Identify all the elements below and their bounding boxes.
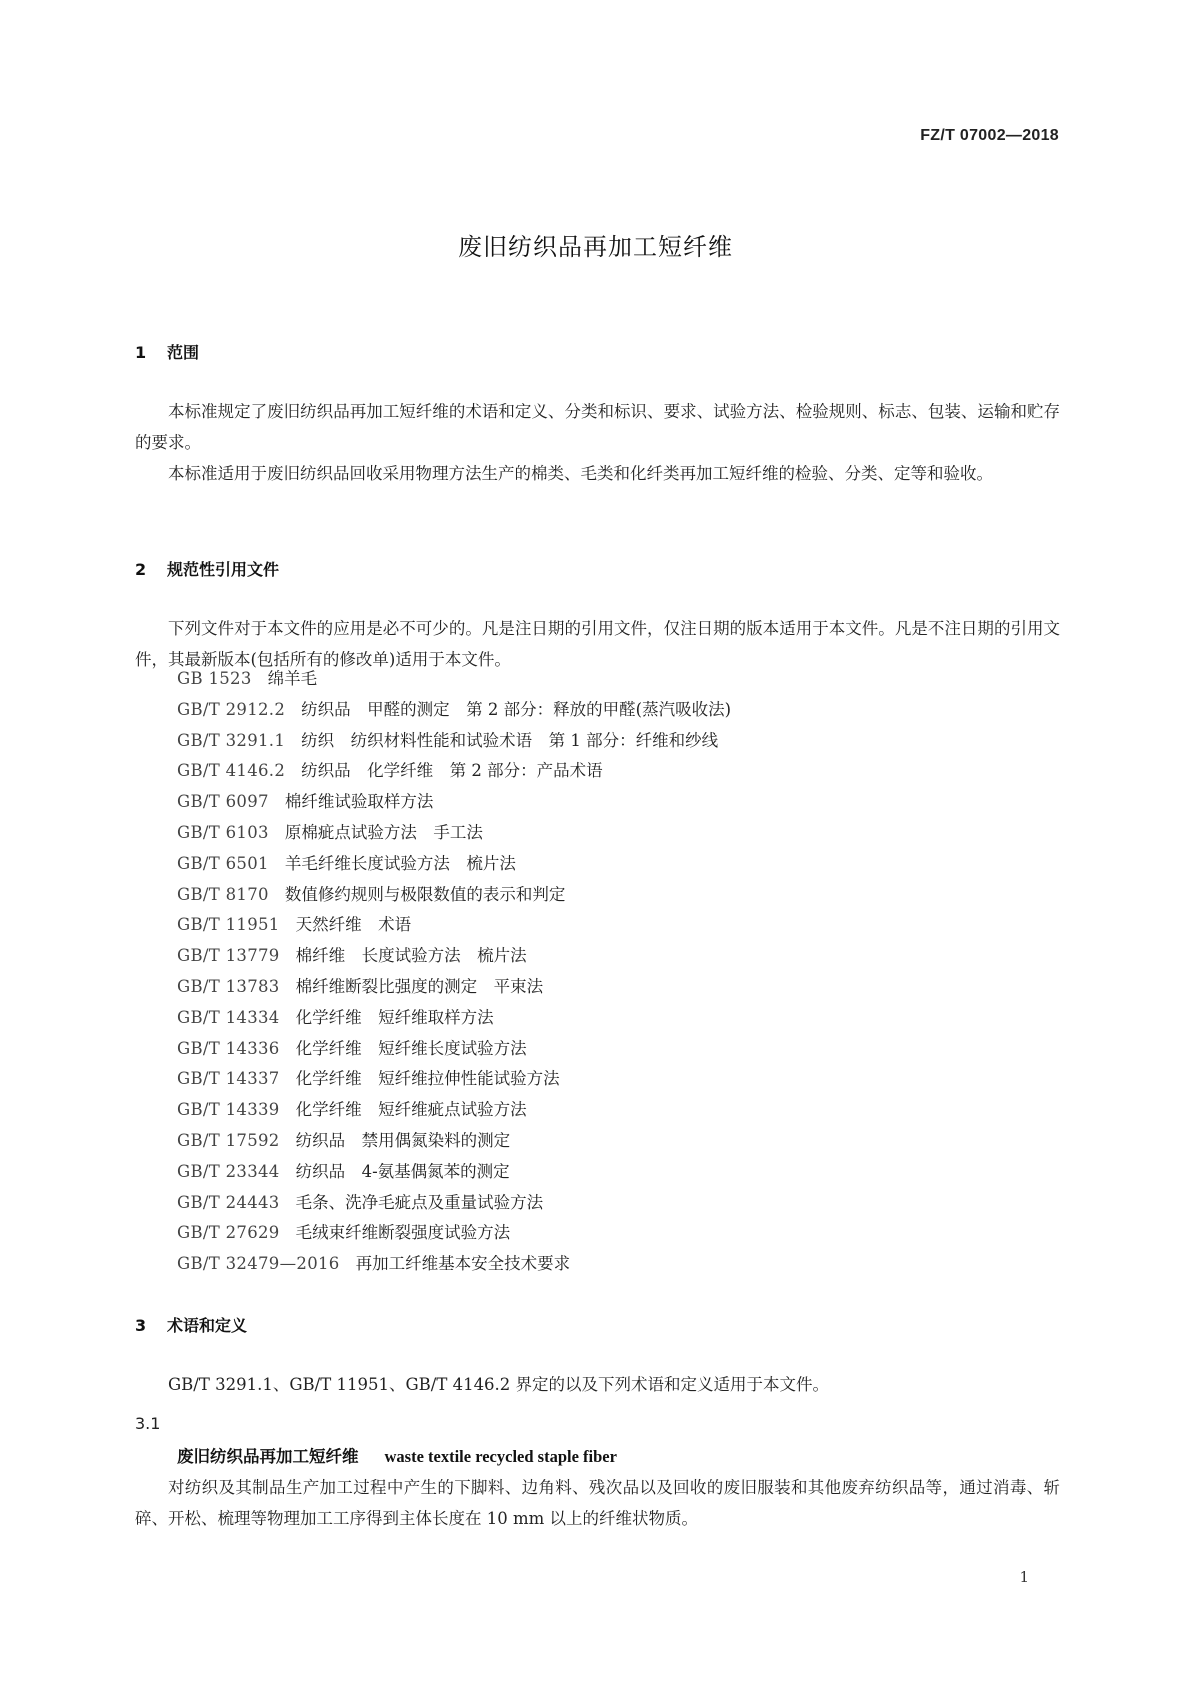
reference-title: 绵羊毛 [267,669,318,688]
section-heading-terms-and-definitions [135,1313,247,1336]
reference-title: 纺织品 化学纤维 第 2 部分：产品术语 [301,761,603,781]
reference-title: 化学纤维 短纤维拉伸性能试验方法 [295,1069,560,1089]
term-english: waste textile recycled staple fiber [384,1447,617,1466]
list-item [177,849,731,880]
list-item [177,1218,731,1249]
reference-title: 纺织品 甲醛的测定 第 2 部分：释放的甲醛(蒸汽吸收法) [301,699,732,719]
list-item [177,818,731,849]
section-number: 2 [135,560,147,579]
section-title: 范围 [167,343,200,362]
reference-title: 纺织品 禁用偶氮染料的测定 [295,1130,511,1150]
references-intro: 下列文件对于本文件的应用是必不可少的。凡是注日期的引用文件，仅注日期的版本适用于本文件。凡是不注日期的引用文件，其最新版本(包括所有的修改单)适用于本文件。 [135,619,1060,669]
list-item [177,1034,731,1065]
document-title: 废旧纺织品再加工短纤维 [458,233,733,261]
reference-code: GB/T 32479—2016 [177,1254,340,1274]
term-entry [177,1443,617,1467]
reference-title: 天然纤维 术语 [295,915,412,935]
clause-number: 3.1 [135,1414,161,1433]
list-item [177,695,731,726]
reference-code: GB/T 14339 [177,1100,280,1120]
reference-title: 棉纤维断裂比强度的测定 平束法 [295,976,544,996]
section-number: 3 [135,1316,147,1335]
list-item [177,1188,731,1219]
section-number: 1 [135,343,147,362]
reference-title: 棉纤维试验取样方法 [284,792,434,812]
reference-code: GB/T 13779 [177,946,280,966]
reference-code: GB/T 11951 [177,915,280,935]
reference-title: 棉纤维 长度试验方法 梳片法 [295,946,527,966]
standard-code: FZ/T 07002—2018 [920,127,1059,144]
list-item [177,1003,731,1034]
page-number: 1 [1019,1568,1029,1586]
reference-code: GB/T 14334 [177,1007,280,1027]
list-item [177,726,731,757]
list-item [177,941,731,972]
reference-code: GB/T 24443 [177,1192,280,1212]
reference-title: 毛条、洗净毛疵点及重量试验方法 [295,1192,544,1212]
term-definition: 对纺织及其制品生产加工过程中产生的下脚料、边角料、残次品以及回收的废旧服装和其他废弃纺织品等，通过消毒、斩碎、开松、梳理等物理加工工序得到主体长度在 10 mm 以上的纤维状物质。 [135,1478,1060,1528]
list-item [177,1249,731,1280]
reference-code: GB/T 4146.2 [177,761,286,781]
reference-title: 羊毛纤维长度试验方法 梳片法 [284,853,516,873]
reference-code: GB/T 23344 [177,1161,280,1181]
reference-code: GB/T 3291.1 [177,730,286,750]
list-item [177,972,731,1003]
reference-code: GB/T 6097 [177,792,269,812]
reference-title: 纺织 纺织材料性能和试验术语 第 1 部分：纤维和纱线 [301,730,719,750]
list-item [177,880,731,911]
list-item [177,910,731,941]
reference-title: 毛绒束纤维断裂强度试验方法 [295,1223,511,1243]
scope-paragraph-1: 本标准规定了废旧纺织品再加工短纤维的术语和定义、分类和标识、要求、试验方法、检验规则、标志、包装、运输和贮存的要求。 [135,402,1060,452]
section-title: 规范性引用文件 [167,560,280,579]
list-item [177,1064,731,1095]
list-item [177,1157,731,1188]
term-chinese: 废旧纺织品再加工短纤维 [177,1447,359,1466]
reference-title: 数值修约规则与极限数值的表示和判定 [284,884,566,904]
reference-code: GB/T 8170 [177,884,269,904]
reference-code: GB/T 13783 [177,976,280,996]
reference-code: GB/T 6103 [177,822,269,842]
reference-code: GB 1523 [177,669,252,688]
list-item [177,1126,731,1157]
reference-title: 化学纤维 短纤维疵点试验方法 [295,1100,527,1120]
scope-paragraph-2: 本标准适用于废旧纺织品回收采用物理方法生产的棉类、毛类和化纤类再加工短纤维的检验、分类、定等和验收。 [168,464,993,483]
section-heading-normative-references [135,557,279,580]
reference-title: 再加工纤维基本安全技术要求 [355,1254,571,1274]
reference-title: 原棉疵点试验方法 手工法 [284,822,483,842]
terms-intro: GB/T 3291.1、GB/T 11951、GB/T 4146.2 界定的以及下列术语和定义适用于本文件。 [168,1375,830,1394]
reference-code: GB/T 2912.2 [177,699,286,719]
reference-code: GB/T 14337 [177,1069,280,1089]
section-heading-scope [135,340,199,363]
reference-code: GB/T 27629 [177,1223,280,1243]
reference-code: GB/T 6501 [177,853,269,873]
reference-list [177,664,731,1280]
list-item [177,756,731,787]
reference-title: 化学纤维 短纤维长度试验方法 [295,1038,527,1058]
list-item [177,1095,731,1126]
reference-code: GB/T 17592 [177,1130,280,1150]
list-item [177,664,731,695]
reference-code: GB/T 14336 [177,1038,280,1058]
list-item [177,787,731,818]
reference-title: 纺织品 4-氨基偶氮苯的测定 [295,1161,510,1181]
section-title: 术语和定义 [167,1316,248,1335]
reference-title: 化学纤维 短纤维取样方法 [295,1007,494,1027]
